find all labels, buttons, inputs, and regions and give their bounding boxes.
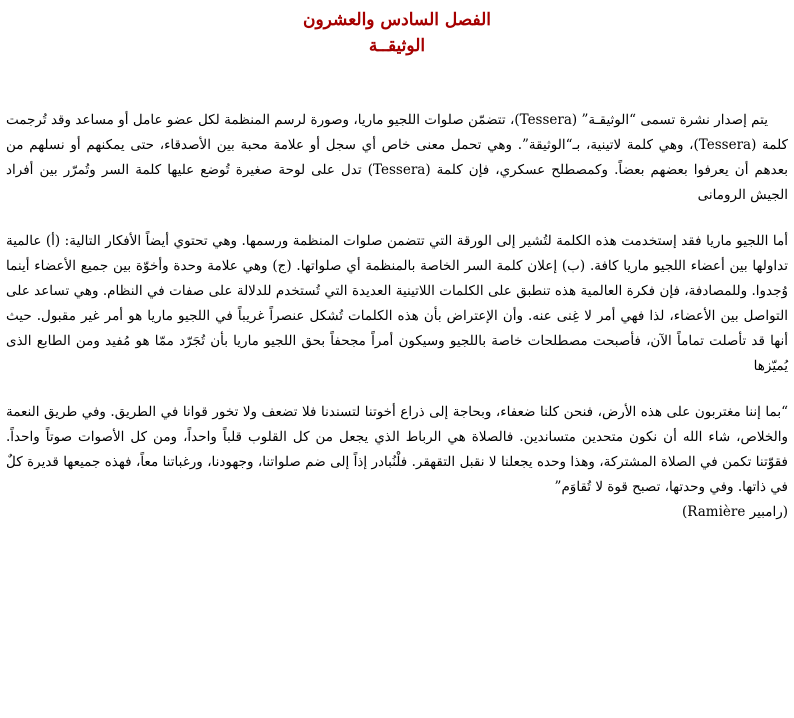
section-title: الوثيقــة <box>368 36 426 56</box>
quotation-attribution: (رامبير Ramière) <box>681 504 788 520</box>
chapter-title: الفصل السادس والعشرون <box>302 10 492 30</box>
paragraph-legion-usage: أما اللجيو ماريا فقد إستخدمت هذه الكلمة لتُشير إلى الورقة التي تتضمن صلوات المنظمة ورسمها. وهي تحتوي أيضاً الأفكار التالية: (أ) عالمية تداولها بين أعضاء اللجيو ماريا كافة. (ب) إعلان كلمة السر الخاصة بالمنظمة أي صلواتها. (ج) وهي علامة وحدة وأخوّة بين جميع الأعضاء أينما وُجدوا. وللمصادفة، فإن فكرة العالمية هذه تنطبق على الكلمات اللاتينية العديدة التي تُستخدم للدلالة على صفات في النظام. وهي تساعد على التواصل بين الأعضاء، لذا فهي أمر لا غِنى عنه. وأن الإعتراض بأن هذه الكلمات تُشكل عنصراً غريباً في اللجيو ماريا هو أمر غير مقبول. حيث أنها قد تأصلت تماماً الآن، فأصبحت مصطلحات خاصة باللجيو وسيكون أمراً مجحفاً بحق اللجيو ماريا بأن تُجَرّد ممّا هو مُفيد ومن الطابع الذى يُميّزها <box>6 233 788 374</box>
paragraph-quotation: “بما إننا مغتربون على هذه الأرض، فنحن كلنا ضعفاء، وبحاجة إلى ذراع أخوتنا لتسندنا فلا تضعف ولا تخور قوانا في الطريق. وفي طريق النعمة والخلاص، شاء الله أن نكون متحدين متساندين. فالصلاة هي الرباط الذي يجعل من كل القلوب قلباً واحداً، ومن كل الأصوات صوتاً واحداً. فقوّتنا تكمن في الصلاة المشتركة، وهذا وحده يجعلنا لا نقبل التقهقر. فلْنُبادر إذاً إلى ضم صلواتنا، وجهودنا، ورغباتنا معاً، فهذه جميعها قديرة كلٌ في ذاتها. وفي وحدتها، تصبح قوة لا تُقاوَم” <box>6 404 788 495</box>
paragraph-tessera-definition: يتم إصدار نشرة تسمى “الوثيقـة” (Tessera)، تتضمّن صلوات اللجيو ماريا، وصورة لرسم المنظمة لكل عضو عامل أو مساعد وقد تُرجمت كلمة (Tessera)، وهي كلمة لاتينية، بـ“الوثيقة”. وهي تحمل معنى خاص أي سجل أو علامة محبة بين الأصدقاء، حتى يمكنهم أو نسلهم من بعدهم أن يعرفوا بعضهم بعضاً. وكمصطلح عسكري، فإن كلمة (Tessera) تدل على لوحة صغيرة تُوضع عليها كلمة السر وتُمرّر بين أفراد الجيش الرومانى <box>6 112 788 203</box>
